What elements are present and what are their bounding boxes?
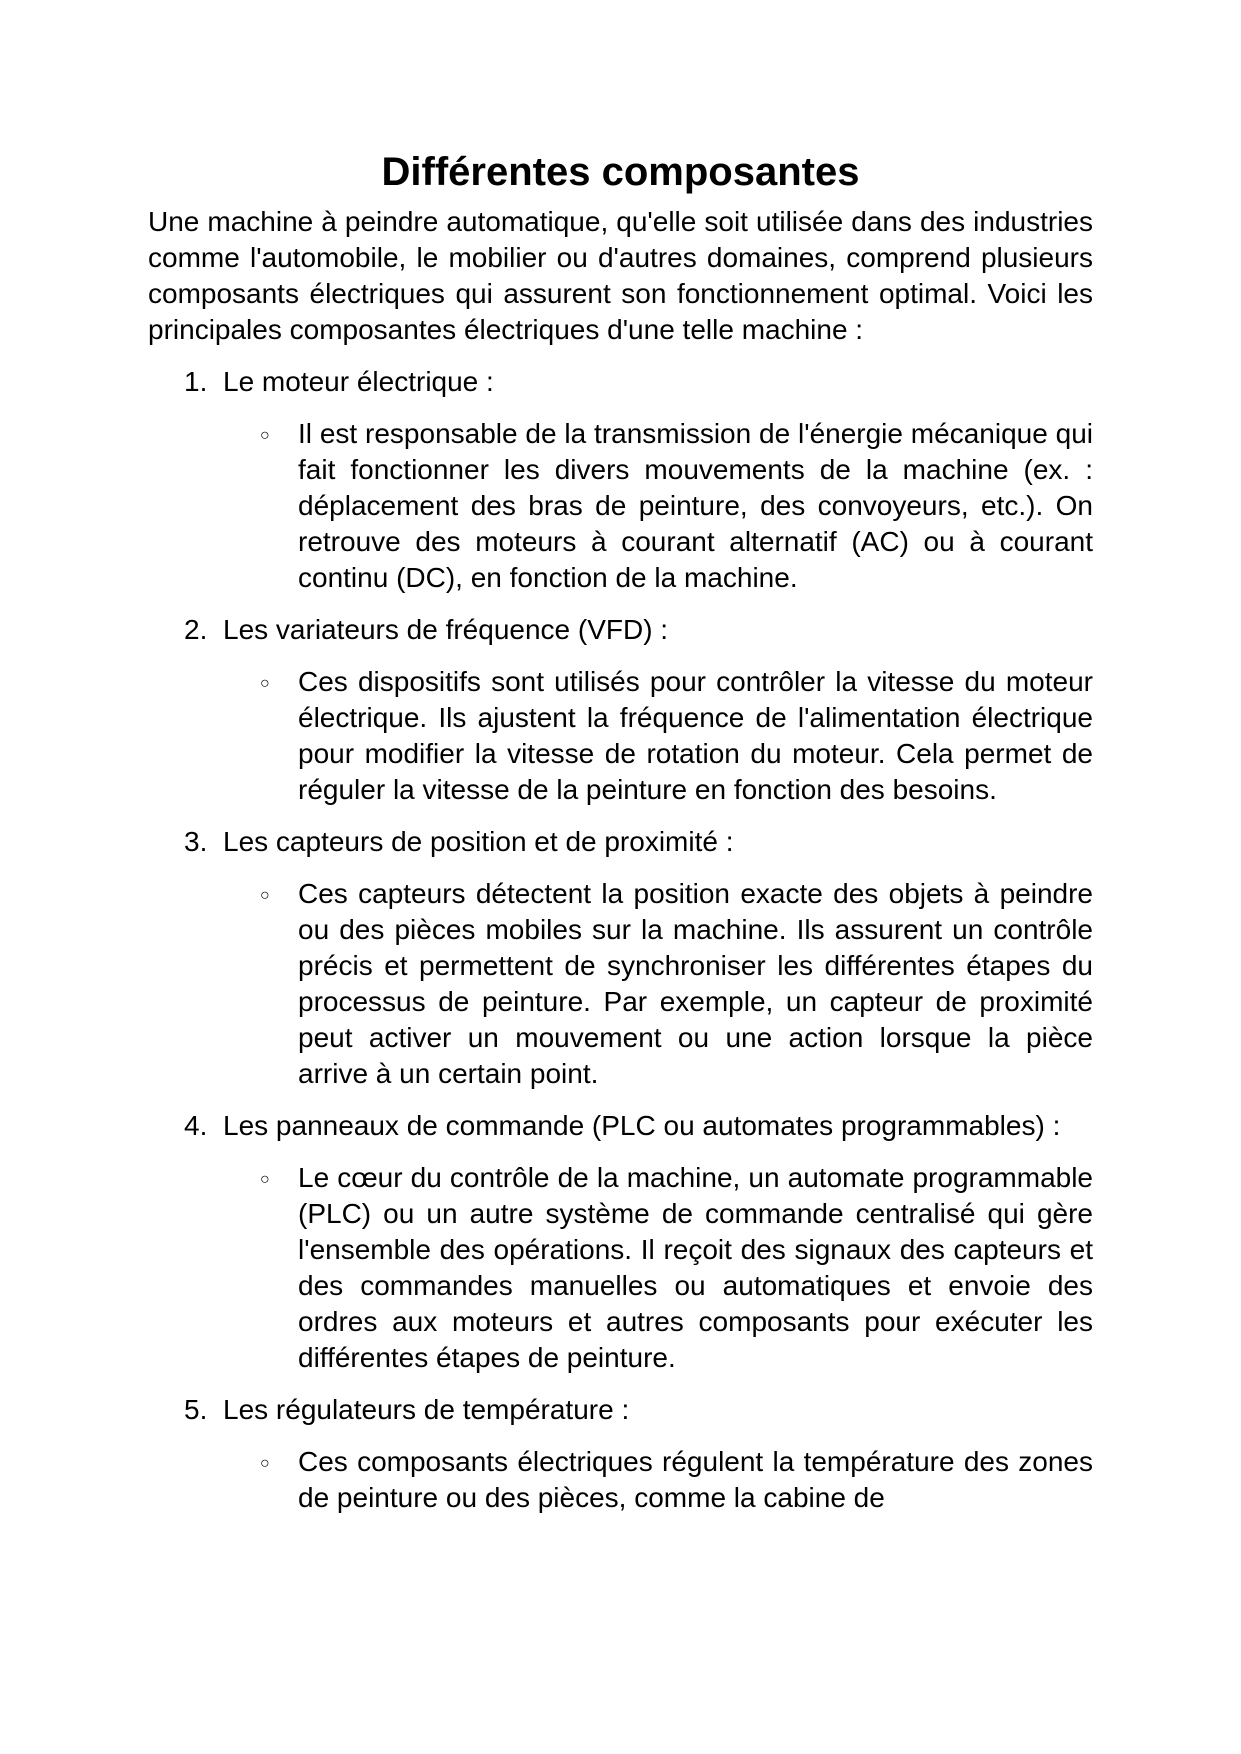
hollow-circle-bullet-icon: ○ [260, 1171, 270, 1188]
item-text: Ces composants électriques régulent la température des zones de peinture ou des pièces, comme la cabine de [298, 1446, 1093, 1513]
item-heading: Les variateurs de fréquence (VFD) : [223, 614, 669, 645]
item-heading: Les panneaux de commande (PLC ou automates programmables) : [223, 1110, 1061, 1141]
list-item [148, 1392, 1093, 1516]
item-text: Il est responsable de la transmission de l'énergie mécanique qui fait fonctionner les divers mouvements de la machine (ex. : déplacement des bras de peinture, des convoyeurs, etc.). On retrouve des moteurs à courant alternatif (AC) ou à courant continu (DC), en fonction de la machine. [298, 418, 1093, 593]
item-number: 3. [184, 826, 208, 857]
hollow-circle-bullet-icon: ○ [260, 887, 270, 904]
item-heading: Le moteur électrique : [223, 366, 494, 397]
hollow-circle-bullet-icon: ○ [260, 427, 270, 444]
hollow-circle-bullet-icon: ○ [260, 1455, 270, 1472]
item-text: Ces dispositifs sont utilisés pour contrôler la vitesse du moteur électrique. Ils ajustent la fréquence de l'alimentation électrique pour modifier la vitesse de rotation du moteur. Cela permet de réguler la vitesse de la peinture en fonction des besoins. [298, 666, 1093, 805]
item-number: 5. [184, 1394, 208, 1425]
list-item [148, 612, 1093, 808]
document-content [148, 148, 1093, 1532]
item-heading: Les capteurs de position et de proximité : [223, 826, 734, 857]
page-title: Différentes composantes [381, 150, 860, 194]
list-item [148, 824, 1093, 1092]
item-number: 4. [184, 1110, 208, 1141]
list-item [148, 1108, 1093, 1376]
item-number: 1. [184, 366, 208, 397]
item-number: 2. [184, 614, 208, 645]
item-text: Ces capteurs détectent la position exacte des objets à peindre ou des pièces mobiles sur la machine. Ils assurent un contrôle précis et permettent de synchroniser les différentes étapes du processus de peinture. Par exemple, un capteur de proximité peut activer un mouvement ou une action lorsque la pièce arrive à un certain point. [298, 878, 1093, 1089]
intro-paragraph: Une machine à peindre automatique, qu'elle soit utilisée dans des industries comme l'automobile, le mobilier ou d'autres domaines, comprend plusieurs composants électriques qui assurent son fonctionnement optimal. Voici les principales composantes électriques d'une telle machine : [148, 206, 1093, 345]
item-heading: Les régulateurs de température : [223, 1394, 630, 1425]
hollow-circle-bullet-icon: ○ [260, 675, 270, 692]
list-item [148, 364, 1093, 596]
component-list [148, 364, 1093, 1516]
item-text: Le cœur du contrôle de la machine, un automate programmable (PLC) ou un autre système de commande centralisé qui gère l'ensemble des opérations. Il reçoit des signaux des capteurs et des commandes manuelles ou automatiques et envoie des ordres aux moteurs et autres composants pour exécuter les différentes étapes de peinture. [298, 1162, 1093, 1373]
